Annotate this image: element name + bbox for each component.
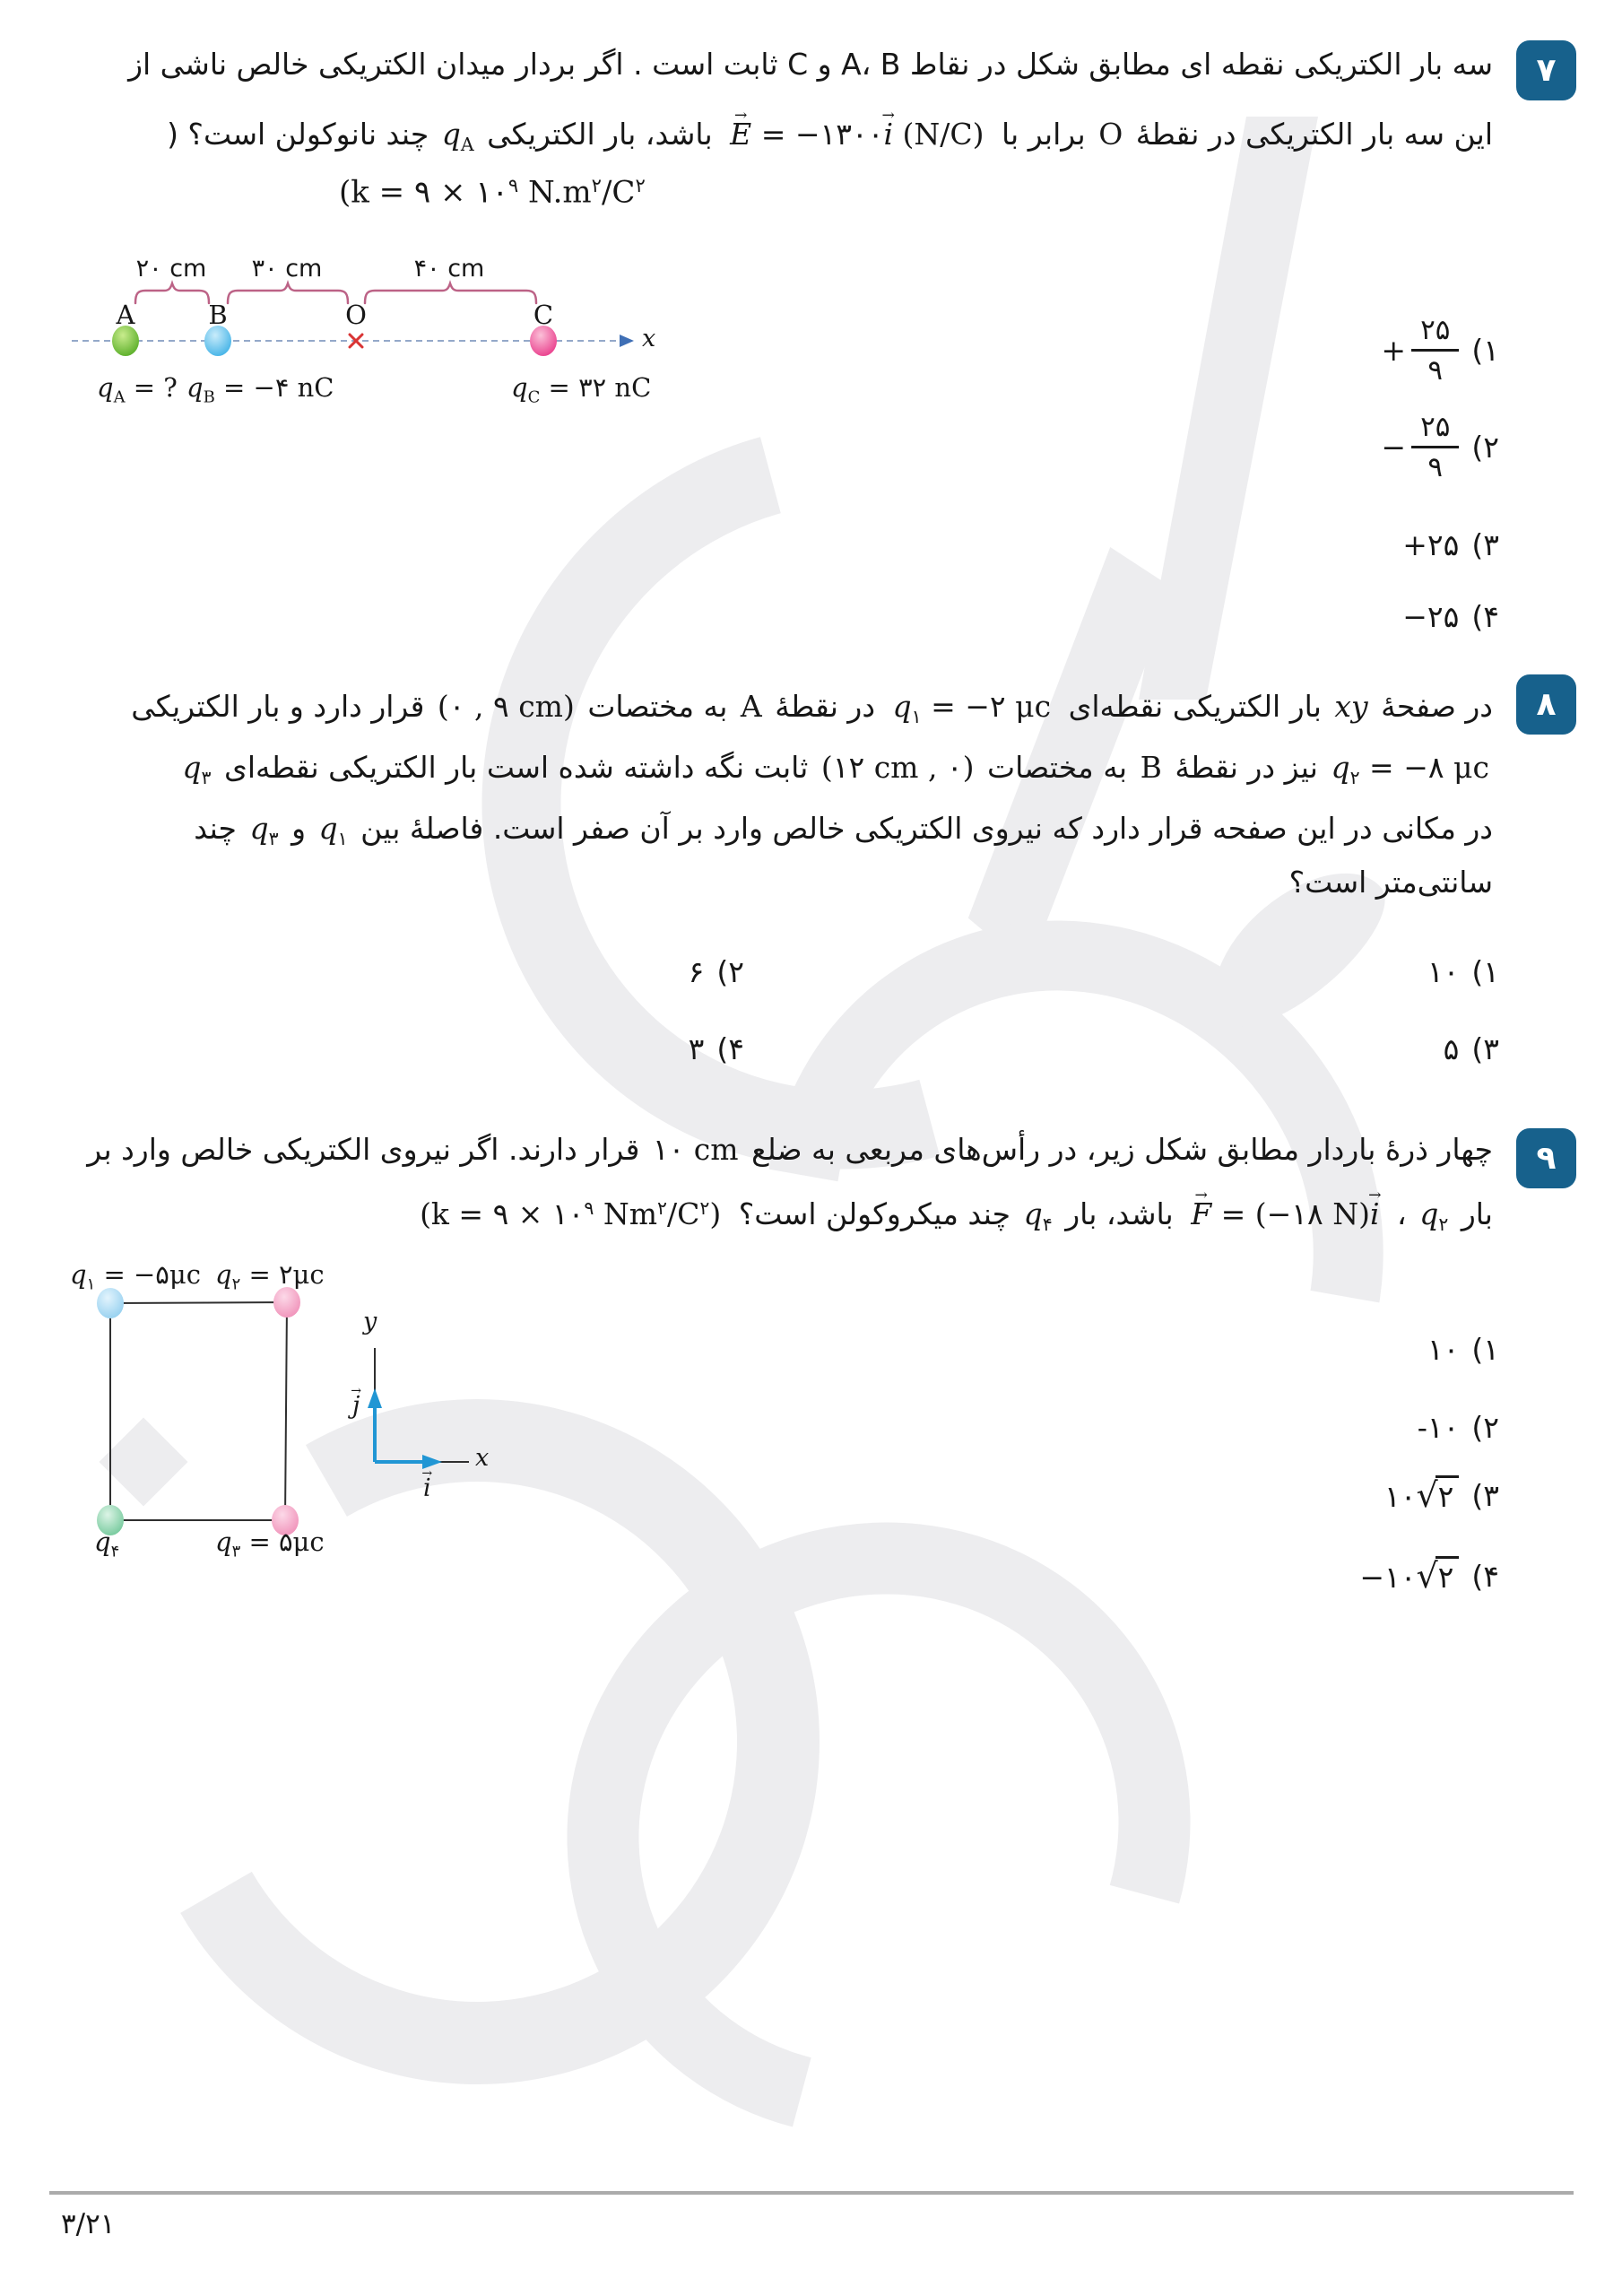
option-value: +۲۵: [1402, 527, 1460, 562]
option-label: ۲): [716, 954, 744, 989]
question-8-text: نیز در نقطهٔ: [1175, 750, 1318, 785]
question-9-text-line-2: [412, 1196, 1493, 1235]
question-9-text-line-1: [87, 1132, 1493, 1167]
option-value: ۳: [688, 1031, 705, 1066]
question-8-text: در صفحهٔ: [1381, 689, 1493, 724]
k-equation-part: /C: [667, 1196, 700, 1231]
point-label-O: O: [345, 300, 367, 330]
coordinates-B: (۱۲ cm , ۰): [820, 750, 975, 785]
numerator: ۲۵: [1411, 411, 1459, 448]
i-unit-vector: → i: [1370, 1196, 1380, 1231]
square-outline: [110, 1302, 287, 1520]
q-subscript: ۱: [86, 1274, 96, 1294]
q-subscript: B: [203, 387, 215, 407]
question-9-text: ،: [1397, 1196, 1407, 1231]
electric-field-equation: [730, 117, 984, 152]
q-subscript: C: [527, 387, 541, 407]
point-label-A: A: [116, 300, 135, 330]
xy-plane-symbol: xy: [1334, 689, 1368, 724]
q7-option-2: [1381, 411, 1499, 483]
question-7-text: برابر با: [1002, 117, 1086, 152]
option-label: ۴): [1471, 1558, 1499, 1594]
k-equation-part: (k = ۹ × ۱۰: [420, 1196, 585, 1231]
i-unit-vector: → i: [883, 117, 893, 152]
charge-value-qA: [97, 372, 178, 406]
question-9-text: باشد، بار: [1065, 1196, 1174, 1231]
F-vector-symbol: → F: [1191, 1196, 1211, 1231]
coefficient: −۱۰: [1359, 1560, 1417, 1595]
question-9-number-badge: ۹: [1516, 1128, 1576, 1188]
question-7-text-line-1: سه بار الکتریکی نقطه ای مطابق شکل در نقاط A، B و C ثابت است . اگر بردار میدان الکتریکی خالص ناشی از: [128, 47, 1493, 82]
option-value: −۲۵: [1402, 599, 1460, 634]
charge-q1-equation: [893, 689, 1052, 727]
q-symbol: q: [1331, 750, 1350, 785]
charge-q1-symbol: [319, 811, 348, 849]
q-subscript: ۱: [911, 706, 922, 728]
q7-option-4: [1402, 599, 1499, 634]
option-fraction: [1381, 314, 1459, 387]
question-8-text-line-3: [194, 811, 1493, 849]
radical-sign: √: [1416, 1475, 1438, 1515]
charge-value: = −۸ μc: [1359, 750, 1489, 785]
option-label: ۴): [1471, 599, 1499, 634]
charge-label-q1: [70, 1259, 201, 1293]
q-subscript: ۱: [337, 828, 348, 850]
q-subscript: ۳: [231, 1542, 241, 1561]
q-symbol: q: [94, 1526, 111, 1557]
coefficient: ۱۰: [1384, 1479, 1417, 1514]
option-label: ۲): [1471, 1410, 1499, 1445]
charge-q4-symbol: [1024, 1196, 1053, 1235]
question-8-text: و: [291, 811, 306, 846]
field-unit: (N/C): [893, 117, 984, 152]
square-side-length: ۱۰ cm: [652, 1132, 739, 1167]
option-value: ۱۰: [1427, 954, 1460, 989]
q-symbol: q: [70, 1259, 87, 1290]
distance-label-30cm: ۳۰ cm: [251, 255, 323, 283]
q-subscript: ۲: [231, 1274, 241, 1294]
charge-label-q3: [215, 1526, 325, 1561]
charge-value: = −۲ μc: [921, 689, 1052, 724]
charge-value: = ۵μc: [240, 1526, 325, 1557]
option-label: ۱): [1471, 954, 1499, 989]
point-O-symbol: O: [1098, 117, 1123, 152]
question-9-text: چهار ذرهٔ باردار مطابق شکل زیر، در رأس‌های مربعی به ضلع: [751, 1132, 1493, 1167]
force-value: = (−۱۸ N): [1211, 1196, 1370, 1231]
sign: −: [1381, 430, 1407, 465]
exponent: ۲: [591, 174, 602, 196]
k-equation-part: N.m: [518, 174, 592, 211]
charge-value-qB: [186, 372, 334, 406]
square-charges-diagram: [85, 1281, 507, 1541]
question-7-text: این سه بار الکتریکی در نقطهٔ: [1135, 117, 1493, 152]
q-symbol: q: [318, 811, 338, 846]
radical-sign: √: [1416, 1556, 1438, 1596]
charge-ball-A: [112, 326, 139, 356]
E-vector-symbol: → E: [730, 117, 751, 152]
question-9-text: چند میکروکولن است؟: [738, 1196, 1011, 1231]
q-subscript: ۲: [1438, 1213, 1449, 1236]
q-symbol: q: [441, 117, 461, 152]
footer-divider: [49, 2191, 1574, 2195]
point-A-symbol: A: [740, 689, 762, 724]
charge-label-q4: [94, 1526, 119, 1561]
x-axis-arrowhead: [620, 335, 634, 347]
question-8-text: ثابت نگه داشته شده است بار الکتریکی نقطه‌ای: [224, 750, 809, 785]
y-axis-label: y: [363, 1308, 377, 1335]
q-symbol: q: [511, 372, 528, 403]
question-9-text: قرار دارند. اگر نیروی الکتریکی خالص وارد بر: [87, 1132, 640, 1167]
question-8-text: در نقطهٔ: [775, 689, 876, 724]
q-subscript: ۳: [268, 828, 279, 850]
page-number: ۳/۲۱: [61, 2208, 116, 2240]
charge-ball-B: [204, 326, 231, 356]
charge-q3-symbol: [249, 811, 278, 849]
numerator: ۲۵: [1411, 314, 1459, 352]
charge-q2-symbol: [1419, 1196, 1448, 1235]
charge-qA-symbol: [442, 117, 474, 155]
denominator: ۹: [1427, 354, 1444, 387]
distance-label-40cm: ۴۰ cm: [413, 255, 485, 283]
option-value: ۱۰: [1427, 1332, 1460, 1367]
question-7-number-badge: ۷: [1516, 40, 1576, 100]
question-8-text: چند: [194, 811, 237, 846]
option-label: ۳): [1471, 527, 1499, 562]
question-8-text: بار الکتریکی نقطه‌ای: [1068, 689, 1322, 724]
point-label-B: B: [208, 300, 228, 330]
denominator: ۹: [1427, 451, 1444, 483]
unit-vector-arrows: [368, 1388, 442, 1469]
option-value-sqrt: [1384, 1475, 1459, 1515]
charge-q2-equation: [1331, 750, 1489, 788]
q8-option-1: [1427, 954, 1499, 989]
q-symbol: q: [892, 689, 912, 724]
sign: +: [1381, 333, 1407, 368]
option-label: ۳): [1471, 1031, 1499, 1066]
radicand: ۲: [1436, 1475, 1460, 1514]
q-symbol: q: [182, 750, 202, 785]
k-equation-part: Nm: [594, 1196, 658, 1231]
q8-option-4: [689, 1031, 744, 1066]
q9-option-4: [1359, 1556, 1499, 1596]
question-8-text-line-4: سانتی‌متر است؟: [1288, 865, 1493, 900]
question-9-text: بار: [1461, 1196, 1493, 1231]
coulomb-constant-equation: [420, 1196, 721, 1231]
q9-option-1: [1427, 1332, 1499, 1367]
distance-label-20cm: ۲۰ cm: [135, 255, 207, 283]
i-unit-vector-label: → i: [423, 1474, 431, 1502]
brace-30cm: [228, 283, 348, 303]
exponent: ۹: [507, 174, 519, 196]
charge-value: = ۲μc: [240, 1259, 325, 1290]
k-equation-part: /C: [601, 174, 636, 211]
charge-value: = ?: [125, 372, 178, 403]
option-value: ۶: [688, 954, 705, 989]
force-equation: [1191, 1196, 1379, 1231]
option-label: ۱): [1471, 333, 1499, 368]
q9-option-3: [1384, 1475, 1499, 1515]
question-8-text: در مکانی در این صفحه قرار دارد که نیروی الکتریکی خالص وارد بر آن صفر است. فاصلهٔ بین: [360, 811, 1493, 846]
question-7-text: باشد، بار الکتریکی: [487, 117, 713, 152]
q-subscript: ۳: [201, 767, 212, 789]
question-8-text: به مختصات: [587, 689, 728, 724]
brace-40cm: [365, 283, 536, 303]
question-8-text-line-2: [178, 750, 1493, 788]
charge-ball-C: [530, 326, 557, 356]
question-8-text: قرار دارد و بار الکتریکی: [131, 689, 425, 724]
question-8-text: به مختصات: [987, 750, 1128, 785]
charge-value: = −۴ nC: [214, 372, 334, 403]
charge-label-q2: [215, 1259, 325, 1293]
x-axis-label: x: [475, 1444, 490, 1472]
q-subscript: A: [113, 387, 126, 407]
option-value: -۱۰: [1417, 1410, 1460, 1445]
option-fraction: [1381, 411, 1459, 483]
exponent: ۲: [635, 174, 646, 196]
radicand: ۲: [1436, 1556, 1460, 1595]
q-subscript: ۴: [1042, 1213, 1053, 1236]
q-symbol: q: [186, 372, 204, 403]
exponent: ۲: [699, 1196, 710, 1219]
charge-value-qC: [511, 372, 651, 406]
q9-option-2: [1418, 1410, 1499, 1445]
question-8-text-line-1: [131, 689, 1493, 727]
question-7-text-line-2: [167, 117, 1493, 155]
q-symbol: q: [1023, 1196, 1043, 1231]
coordinates-A: (۰ , ۹ cm): [437, 689, 575, 724]
coulomb-constant-equation: [339, 174, 646, 211]
option-label: ۱): [1471, 1332, 1499, 1367]
j-unit-vector-label: → j: [352, 1392, 360, 1420]
q-subscript: A: [460, 134, 474, 156]
charge-value: = −۵μc: [95, 1259, 201, 1290]
exponent: ۹: [584, 1196, 594, 1219]
q-symbol: q: [249, 811, 269, 846]
k-equation-part: (k = ۹ × ۱۰: [339, 174, 508, 211]
q-symbol: q: [1419, 1196, 1439, 1231]
q8-option-3: [1444, 1031, 1499, 1066]
option-value-sqrt: [1359, 1556, 1459, 1596]
option-label: ۳): [1471, 1477, 1499, 1513]
option-label: ۴): [716, 1031, 744, 1066]
charge-value: = ۳۲ nC: [540, 372, 652, 403]
k-equation-part: ): [709, 1196, 722, 1231]
exponent: ۲: [657, 1196, 668, 1219]
q7-option-1: [1381, 314, 1499, 387]
point-label-C: C: [533, 300, 554, 330]
charge-q3-symbol: [182, 750, 211, 788]
q8-option-2: [689, 954, 744, 989]
question-7-text: چند نانوکولن است؟ (: [167, 117, 429, 152]
field-value: = −۱۳۰۰: [751, 117, 884, 152]
q-symbol: q: [215, 1259, 232, 1290]
x-axis-label: x: [642, 325, 656, 352]
q-subscript: ۴: [110, 1542, 120, 1561]
q-symbol: q: [215, 1526, 232, 1557]
question-8-number-badge: ۸: [1516, 674, 1576, 735]
point-B-symbol: B: [1140, 750, 1162, 785]
q-subscript: ۲: [1349, 767, 1360, 789]
q-symbol: q: [97, 372, 114, 403]
option-value: ۵: [1443, 1031, 1460, 1066]
q7-option-3: [1402, 527, 1499, 562]
option-label: ۲): [1471, 430, 1499, 465]
